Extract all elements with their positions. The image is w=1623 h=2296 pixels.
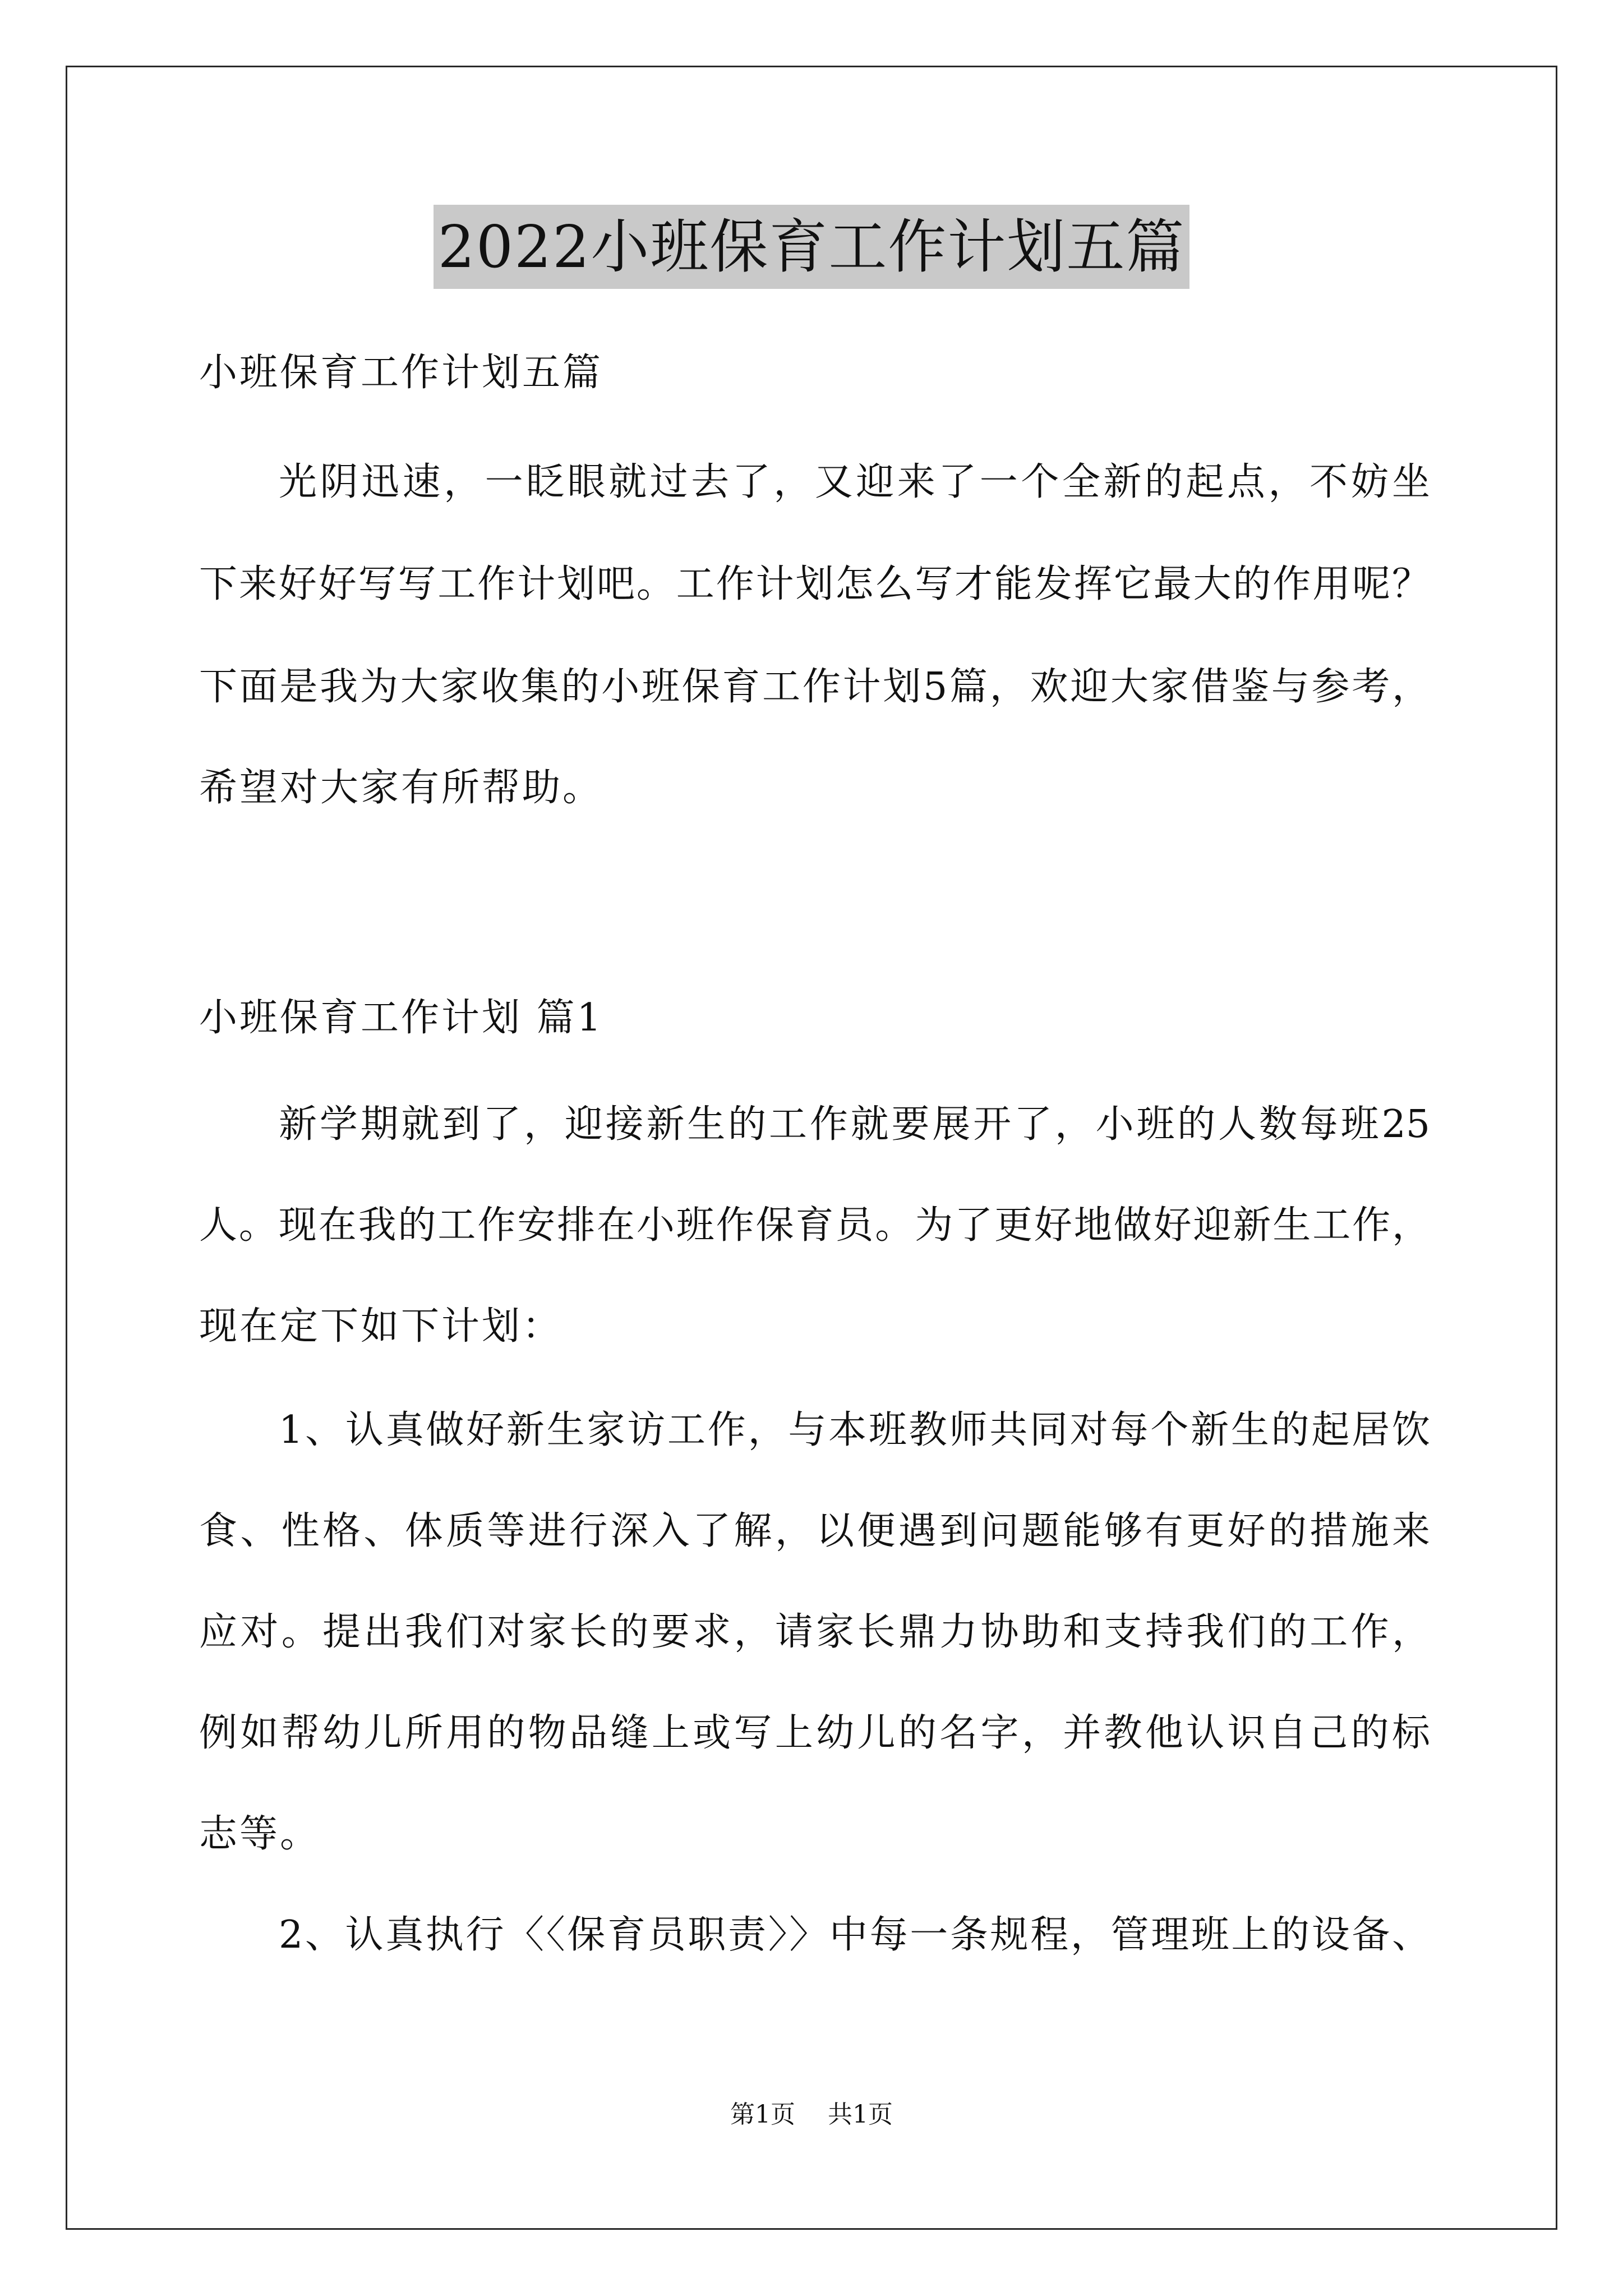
section-line-9: 2、认真执行〈〈保育员职责〉〉中每一条规程，管理班上的设备、 [279, 1913, 1430, 1957]
page-total: 共1页 [828, 2100, 893, 2129]
intro-line-1: 光阴迅速，一眨眼就过去了，又迎来了一个全新的起点，不妨坐 [279, 460, 1430, 504]
section-line-8: 志等。 [199, 1812, 321, 1856]
section-line-2: 人。现在我的工作安排在小班作保育员。为了更好地做好迎新生工作， [199, 1203, 1430, 1248]
document-title: 2022小班保育工作计划五篇 [434, 205, 1190, 289]
section-heading: 小班保育工作计划 篇1 [199, 996, 603, 1040]
section-line-6: 应对。提出我们对家长的要求，请家长鼎力协助和支持我们的工作， [199, 1610, 1430, 1654]
section-line-3: 现在定下如下计划： [199, 1304, 563, 1349]
intro-line-4: 希望对大家有所帮助。 [199, 766, 603, 810]
page-number: 第1页 [730, 2100, 795, 2129]
section-line-5: 食、性格、体质等进行深入了解，以便遇到问题能够有更好的措施来 [199, 1509, 1430, 1553]
page-footer [0, 2098, 1623, 2132]
intro-line-3: 下面是我为大家收集的小班保育工作计划5篇，欢迎大家借鉴与参考， [199, 665, 1430, 709]
section-line-4: 1、认真做好新生家访工作，与本班教师共同对每个新生的起居饮 [279, 1408, 1430, 1452]
intro-line-2: 下来好好写写工作计划吧。工作计划怎么写才能发挥它最大的作用呢？ [199, 562, 1430, 606]
section-line-7: 例如帮幼儿所用的物品缝上或写上幼儿的名字，并教他认识自己的标 [199, 1711, 1430, 1755]
title-area [0, 205, 1623, 289]
document-subtitle: 小班保育工作计划五篇 [199, 351, 603, 395]
section-line-1: 新学期就到了，迎接新生的工作就要展开了，小班的人数每班25 [279, 1102, 1430, 1147]
